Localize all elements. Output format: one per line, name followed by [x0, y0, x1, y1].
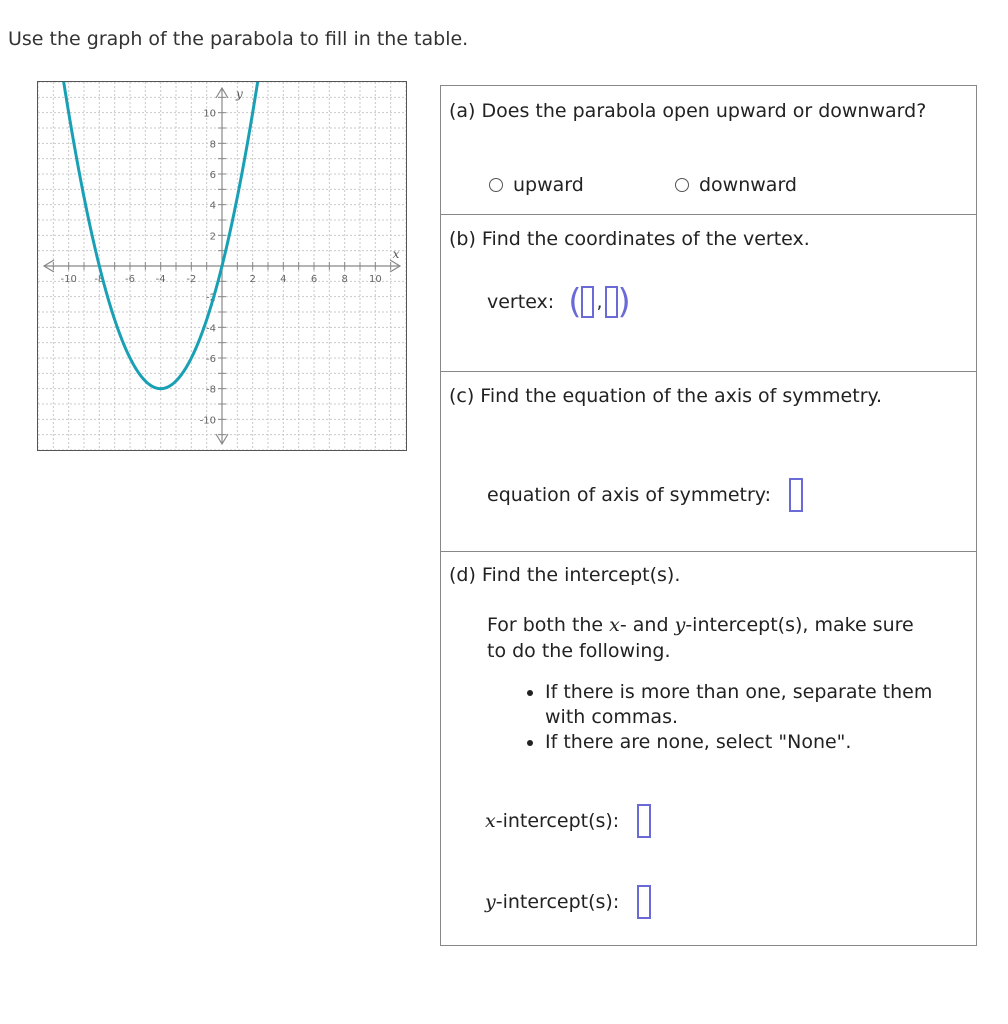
- y-axis-label: y: [236, 87, 243, 101]
- axis-row: [487, 478, 803, 512]
- left-paren: (: [568, 282, 582, 322]
- axis-input[interactable]: [789, 478, 803, 512]
- instr-text-3: -intercept(s), make sure: [685, 614, 914, 636]
- section-a: [441, 86, 976, 215]
- y-tick-label: -4: [206, 323, 216, 335]
- x-tick-label: 8: [341, 274, 348, 285]
- upward-radio[interactable]: [489, 178, 503, 192]
- question-d: (d) Find the intercept(s).: [449, 564, 681, 586]
- vertex-x-input[interactable]: [581, 286, 594, 318]
- instr-text-4: to do the following.: [487, 640, 671, 662]
- bullet-multiple-line2: with commas.: [545, 706, 679, 728]
- downward-radio[interactable]: [675, 178, 689, 192]
- problem-prompt: Use the graph of the parabola to fill in the table.: [8, 28, 469, 50]
- x-intercept-var: x: [485, 810, 496, 832]
- question-a: (a) Does the parabola open upward or downward?: [449, 100, 927, 122]
- option-downward[interactable]: [675, 174, 797, 196]
- intercept-instructions: [487, 612, 914, 664]
- x-tick-label: 10: [368, 274, 382, 285]
- y-intercept-row: [485, 885, 651, 919]
- x-intercept-label: -intercept(s):: [495, 810, 620, 832]
- question-c: (c) Find the equation of the axis of symmetry.: [449, 385, 883, 407]
- vertex-label: vertex:: [487, 291, 555, 313]
- x-tick-label: -8: [94, 274, 105, 285]
- x-tick-label: 6: [310, 274, 318, 285]
- instr-y-var: y: [674, 614, 686, 636]
- x-tick-label: -2: [186, 274, 197, 285]
- x-axis-label: x: [392, 247, 400, 261]
- question-b: (b) Find the coordinates of the vertex.: [449, 228, 810, 250]
- x-tick-label: -6: [125, 274, 135, 285]
- y-tick-label: 10: [203, 108, 216, 120]
- axis-label: equation of axis of symmetry:: [487, 484, 772, 506]
- y-intercept-var: y: [485, 891, 496, 913]
- instr-text-1: For both the: [487, 614, 610, 636]
- y-tick-label: 4: [209, 200, 216, 212]
- instr-text-2: - and: [619, 614, 675, 636]
- x-intercept-input[interactable]: [637, 804, 651, 838]
- y-tick-label: -10: [199, 415, 216, 427]
- x-tick-label: 4: [280, 274, 287, 285]
- y-tick-label: -8: [206, 384, 216, 396]
- bullet-multiple: [545, 680, 932, 730]
- instr-x-var: x: [609, 614, 620, 636]
- y-tick-label: -2: [206, 292, 216, 304]
- y-tick-label: 8: [209, 139, 216, 151]
- y-tick-label: 2: [209, 231, 216, 243]
- vertex-y-input[interactable]: [605, 286, 618, 318]
- upward-label: upward: [513, 174, 584, 196]
- x-tick-label: -10: [60, 274, 77, 285]
- section-d: [441, 552, 976, 945]
- x-tick-label: -4: [155, 274, 166, 285]
- section-b: [441, 215, 976, 372]
- vertex-row: [487, 282, 631, 322]
- y-intercept-input[interactable]: [637, 885, 651, 919]
- downward-label: downward: [699, 174, 797, 196]
- instruction-list: [525, 680, 932, 755]
- section-c: [441, 372, 976, 552]
- x-intercept-row: [485, 804, 651, 838]
- answer-table: [440, 85, 977, 946]
- bullet-none: • If there are none, select "None".: [545, 730, 932, 755]
- y-intercept-label: -intercept(s):: [495, 891, 620, 913]
- right-paren: ): [617, 282, 631, 322]
- parabola-graph: [37, 81, 407, 451]
- y-tick-label: -6: [206, 354, 216, 365]
- graph-canvas: [38, 82, 406, 450]
- vertex-comma: ,: [596, 291, 603, 313]
- option-upward[interactable]: [489, 174, 584, 196]
- bullet-multiple-line1: If there is more than one, separate them: [545, 681, 933, 703]
- x-tick-label: 2: [249, 274, 256, 285]
- y-tick-label: 6: [209, 170, 216, 181]
